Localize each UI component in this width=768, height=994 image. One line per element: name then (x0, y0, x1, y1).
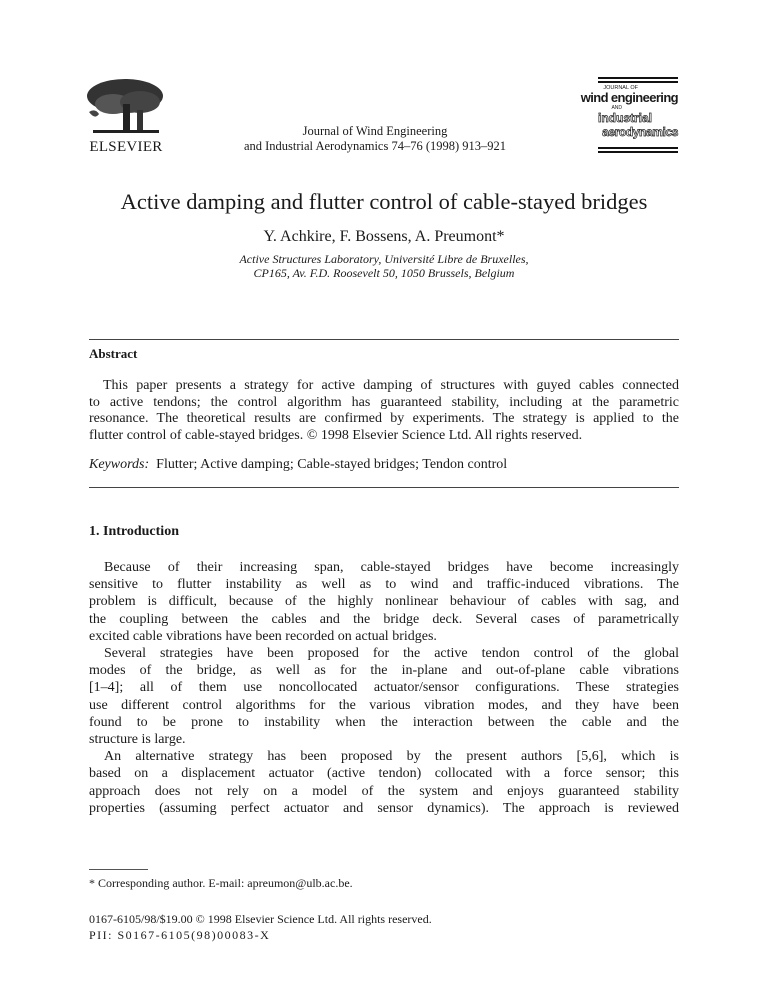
logo-aerodynamics: aerodynamics (602, 124, 678, 139)
body-line: properties (assuming perfect actuator and sensor dynamics). The approach is reviewed (89, 800, 679, 816)
journal-line-2: and Industrial Aerodynamics 74–76 (1998) 913–921 (243, 139, 507, 153)
abstract-line: resonance. The theoretical results are confirmed by experiments. The strategy is applied to the (89, 411, 679, 426)
elsevier-tree-logo (85, 76, 165, 138)
affiliation-line-2: CP165, Av. F.D. Roosevelt 50, 1050 Brussels, Belgium (253, 265, 515, 280)
abstract-line: This paper presents a strategy for active damping of structures with guyed cables connected (103, 378, 679, 393)
logo-wind-engineering: wind engineering (580, 90, 678, 105)
divider-bottom (89, 487, 679, 488)
affiliation (0, 253, 768, 280)
body-line: found to be prone to instability when the interaction between the cable and the (89, 714, 679, 730)
body-line: based on a displacement actuator (active tendon) collocated with a force sensor; this (89, 766, 679, 782)
body-line: [1–4]; all of them use noncollocated actuator/sensor configurations. These strategies (89, 680, 679, 696)
body-line: approach does not rely on a model of the system and enjoys guaranteed stability (89, 783, 679, 799)
abstract-line: flutter control of cable-stayed bridges. © 1998 Elsevier Science Ltd. All rights reserved. (89, 427, 583, 443)
journal-citation (215, 124, 535, 154)
body-line: An alternative strategy has been proposed by the present authors [5,6], which is (104, 749, 679, 765)
article-title: Active damping and flutter control of cable-stayed bridges (120, 189, 648, 214)
article-authors: Y. Achkire, F. Bossens, A. Preumont* (263, 228, 505, 245)
journal-line-1: Journal of Wind Engineering (302, 124, 448, 138)
abstract-line: to active tendons; the control algorithm has guaranteed stability, including at the parametric (89, 394, 679, 410)
keywords (89, 457, 507, 473)
abstract-heading: Abstract (89, 346, 138, 361)
body-line: structure is large. (89, 732, 186, 747)
body-line: use different control algorithms for the various vibration modes, and they have been (89, 697, 679, 713)
publisher-name: ELSEVIER (89, 139, 163, 155)
body-line: modes of the bridge, as well as for the in-plane and out-of-plane cable vibrations (89, 663, 679, 679)
footnote-rule (89, 869, 148, 870)
footnote: * Corresponding author. E-mail: apreumon@ulb.ac.be. (89, 876, 353, 890)
body-line: excited cable vibrations have been recorded on actual bridges. (89, 628, 437, 644)
affiliation-line-1: Active Structures Laboratory, Université Libre de Bruxelles, (239, 252, 529, 266)
keywords-list: Flutter; Active damping; Cable-stayed bridges; Tendon control (156, 457, 508, 472)
copyright-line: 0167-6105/98/$19.00 © 1998 Elsevier Science Ltd. All rights reserved. (89, 912, 432, 926)
body-line: Because of their increasing span, cable-stayed bridges have become increasingly (104, 560, 679, 575)
body-line: the coupling between the cables and the bridge deck. Several cases of parametrically (89, 611, 679, 627)
body-line: Several strategies have been proposed for the active tendon control of the global (104, 646, 679, 661)
divider-top (89, 339, 679, 340)
journal-logo (580, 76, 678, 154)
keywords-label: Keywords: (89, 457, 150, 472)
body-line: sensitive to flutter instability as well as to wind and traffic-induced vibrations. The (89, 577, 679, 593)
section-heading: 1. Introduction (89, 524, 179, 539)
logo-and: AND (611, 104, 622, 111)
body-line: problem is difficult, because of the highly nonlinear behaviour of cables with sag, and (89, 594, 679, 610)
pii-line: PII: S0167-6105(98)00083-X (89, 928, 271, 942)
logo-industrial: industrial (598, 110, 653, 125)
logo-journal-of: JOURNAL OF (603, 85, 638, 91)
